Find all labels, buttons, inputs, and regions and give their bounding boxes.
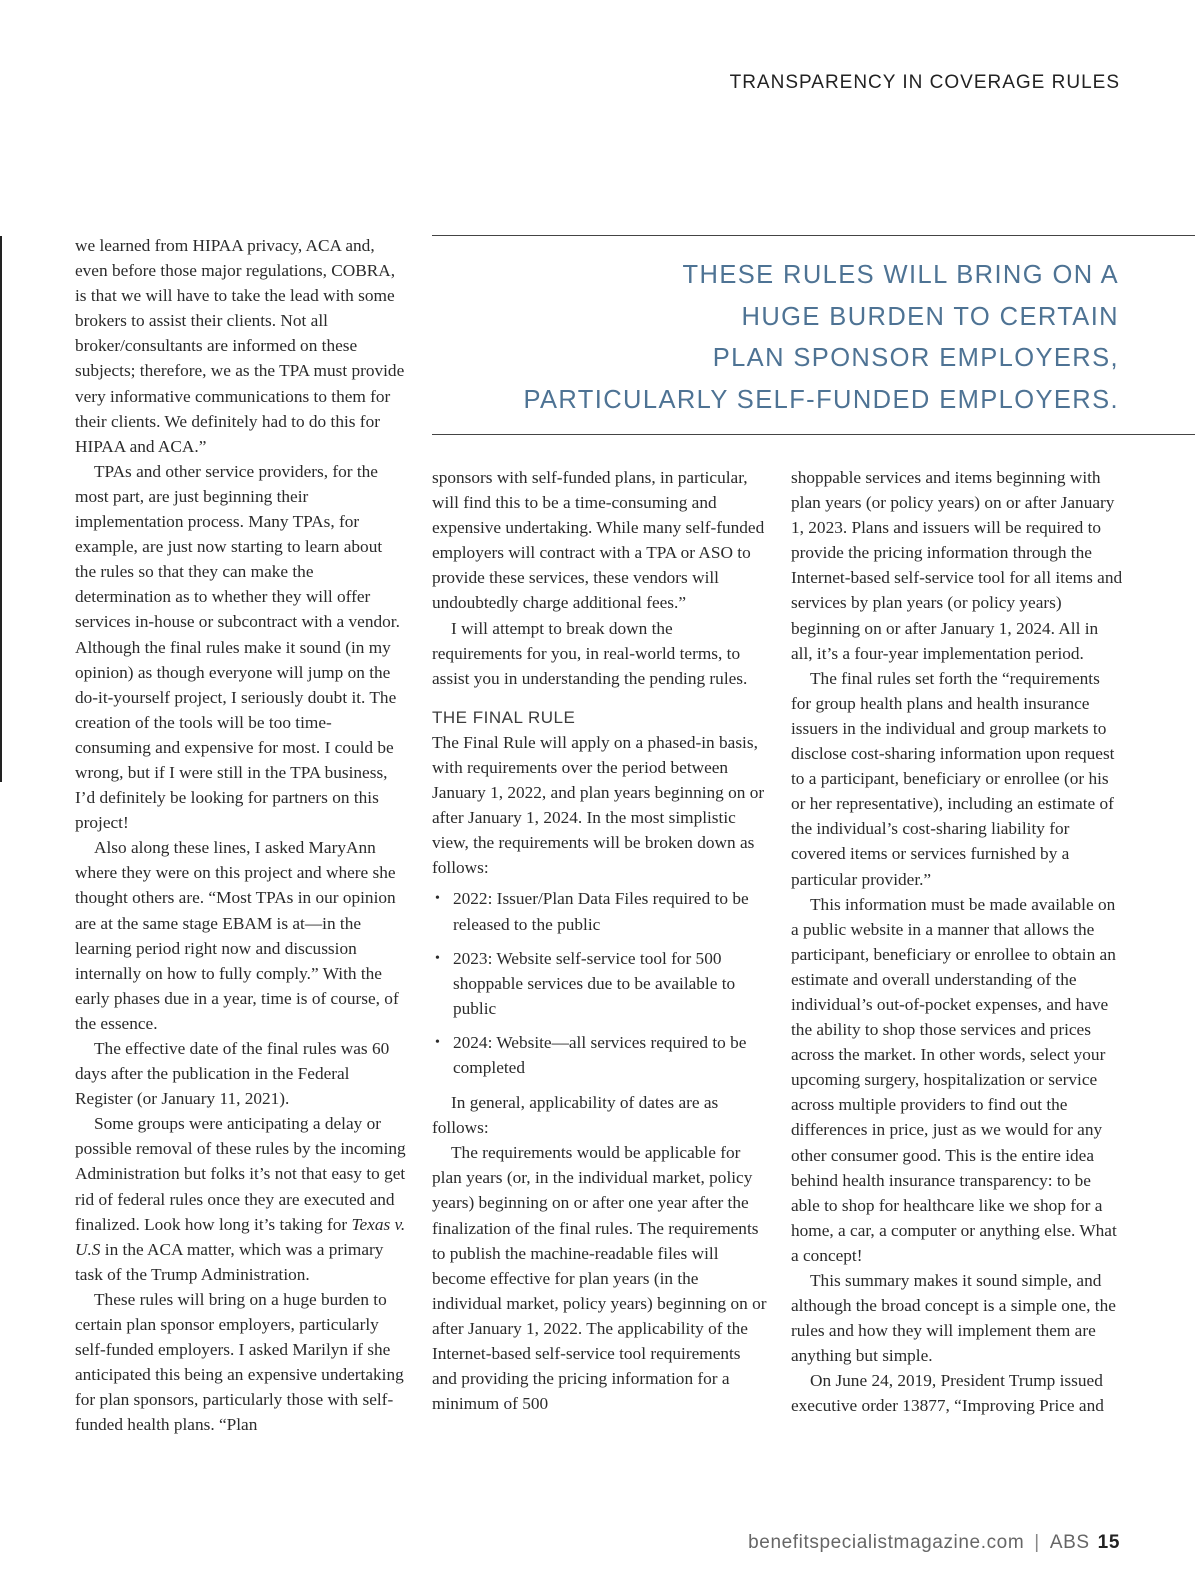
page-footer bbox=[748, 1532, 1120, 1554]
bullet-text: 2022: Issuer/Plan Data Files required to be released to the public bbox=[453, 889, 749, 934]
article-column-1 bbox=[75, 233, 407, 1438]
paragraph: shoppable services and items beginning with plan years (or policy years) on or after January 1, 2023. Plans and issuers will be required to provide the pricing information through the Internet-based self-service tool for all items and services by plan years (or policy years) beginning on or after January 1, 2024. All in all, it’s a four-year implementation period. bbox=[791, 468, 1123, 663]
footer-publication: ABS bbox=[1049, 1532, 1090, 1553]
running-head: TRANSPARENCY IN COVERAGE RULES bbox=[729, 72, 1120, 93]
paragraph: sponsors with self-funded plans, in particular, will find this to be a time-consuming and expensive undertaking. While many self-funded employers will contract with a TPA or ASO to provide these services, these vendors will undoubtedly charge additional fees.” bbox=[432, 468, 765, 613]
paragraph: The final rules set forth the “requirements for group health plans and health insurance issuers in the individual and group markets to disclose cost-sharing information upon request to a participant, beneficiary or enrollee (or his or her representative), including an estimate of the individual’s cost-sharing liability for covered items or services furnished by a particular provider.” bbox=[791, 668, 1115, 889]
pull-quote-line: PARTICULARLY SELF-FUNDED EMPLOYERS. bbox=[523, 385, 1119, 414]
paragraph: This information must be made available on a public website in a manner that allows the participant, beneficiary or enrollee to obtain an estimate and overall understanding of the individual’s out-of-pocket expenses, and have the ability to shop those services and prices across the market. In other words, select your upcoming surgery, hospitalization or service across multiple providers to find out the differences in price, just as we would for any other consumer good. This is the entire idea behind health insurance transparency: to be able to shop for healthcare like we shop for a home, a car, a computer or anything else. What a concept! bbox=[791, 894, 1117, 1265]
bullet-item bbox=[432, 1030, 767, 1080]
footer-site-url: benefitspecialistmagazine.com bbox=[748, 1532, 1025, 1553]
bullet-text: 2023: Website self-service tool for 500 shoppable services due to be available to public bbox=[453, 948, 736, 1018]
paragraph: The effective date of the final rules was 60 days after the publication in the Federal Register (or January 11, 2021). bbox=[75, 1039, 390, 1109]
paragraph: The requirements would be applicable for plan years (or, in the individual market, policy years) beginning on or after one year after the finalization of the final rules. The requirements to publish the machine-readable files will become effective for plan years (in the individual market, policy years) beginning on or after January 1, 2022. The applicability of the Internet-based self-service tool requirements and providing the pricing information for a minimum of 500 bbox=[432, 1143, 767, 1414]
bullet-dot-icon: • bbox=[435, 1034, 440, 1050]
bullet-list bbox=[432, 886, 767, 1080]
paragraph: The Final Rule will apply on a phased-in basis, with requirements over the period between January 1, 2022, and plan years beginning on or after January 1, 2024. In the most simplistic view, the requirements will be broken down as follows: bbox=[432, 732, 765, 878]
left-margin-rule bbox=[0, 236, 2, 782]
paragraph: I will attempt to break down the requirements for you, in real-world terms, to assist you in understanding the pending rules. bbox=[432, 618, 748, 688]
paragraph: we learned from HIPAA privacy, ACA and, even before those major regulations, COBRA, is that we will have to take the lead with some brokers to assist their clients. Not all broker/consultants are informed on these subjects; therefore, we as the TPA must provide very informative communications to them for their clients. We definitely had to do this for HIPAA and ACA.” bbox=[75, 236, 405, 456]
pull-quote-line: HUGE BURDEN TO CERTAIN bbox=[741, 302, 1119, 331]
paragraph: TPAs and other service providers, for the most part, are just beginning their implementation process. Many TPAs, for example, are just now starting to learn about the rules so that they can make the determination as to whether they will offer services in-house or subcontract with a vendor. Although the final rules make it sound (in my opinion) as though everyone will jump on the do-it-yourself project, I seriously doubt it. The creation of the tools will be too time-consuming and expensive for most. I could be wrong, but if I were still in the TPA business, I’d definitely be looking for partners on this project! bbox=[75, 461, 400, 833]
pull-quote-line: PLAN SPONSOR EMPLOYERS, bbox=[712, 344, 1119, 372]
paragraph: On June 24, 2019, President Trump issued executive order 13877, “Improving Price and bbox=[791, 1371, 1104, 1416]
bullet-item bbox=[432, 946, 767, 1021]
footer-separator: | bbox=[1034, 1532, 1040, 1553]
article-column-3 bbox=[791, 465, 1123, 1419]
paragraph-text: Some groups were anticipating a delay or possible removal of these rules by the incoming Administration but folks it’s not that easy to get rid of federal rules once they are executed and finalized. Look how long it’s taking for bbox=[75, 1114, 406, 1234]
section-heading: THE FINAL RULE bbox=[432, 707, 576, 727]
bullet-item bbox=[432, 886, 767, 936]
bullet-dot-icon: • bbox=[435, 950, 440, 966]
paragraph: Also along these lines, I asked MaryAnn where they were on this project and where she thought others are. “Most TPAs in our opinion are at the same stage EBAM is at—in the learning period right now and discussion internally on how to fully comply.” With the early phases due in a year, time is of course, of the essence. bbox=[75, 838, 399, 1033]
paragraph: These rules will bring on a huge burden to certain plan sponsor employers, particularly self-funded employers. I asked Marilyn if she anticipated this being an expensive undertaking for plan sponsors, particularly those with self-funded health plans. “Plan bbox=[75, 1289, 404, 1435]
pull-quote-line: THESE RULES WILL BRING ON A bbox=[682, 261, 1119, 289]
case-name-italic: Texas v. U.S bbox=[75, 1214, 406, 1259]
bullet-text: 2024: Website—all services required to be completed bbox=[453, 1032, 747, 1077]
bullet-dot-icon: • bbox=[435, 891, 440, 907]
paragraph: In general, applicability of dates are as follows: bbox=[432, 1093, 719, 1138]
paragraph bbox=[75, 1111, 407, 1287]
page-number: 15 bbox=[1097, 1532, 1120, 1553]
paragraph: This summary makes it sound simple, and although the broad concept is a simple one, the rules and how they will implement them are anything but simple. bbox=[791, 1271, 1116, 1366]
article-column-2 bbox=[432, 465, 767, 1416]
pull-quote bbox=[432, 235, 1195, 435]
pull-quote-text bbox=[524, 255, 1120, 421]
paragraph-text: in the ACA matter, which was a primary task of the Trump Administration. bbox=[75, 1239, 384, 1284]
